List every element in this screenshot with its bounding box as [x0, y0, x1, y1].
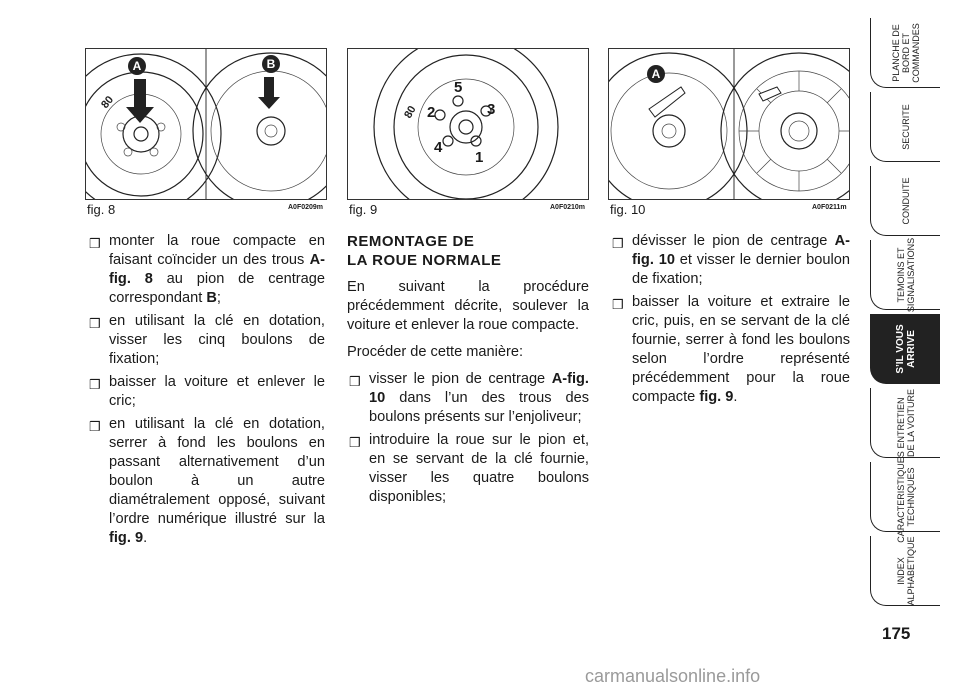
checkbox-bullet-icon: ❒ [89, 236, 101, 251]
watermark: carmanualsonline.info [585, 666, 761, 686]
tab-securite[interactable]: SECURITE [870, 92, 940, 162]
list-item: ❒ monter la roue compacte en faisant coïncider un des trous A-fig. 8 au pion de centrage correspondant B; [89, 233, 325, 306]
figure-code: A0F0211m [812, 204, 847, 211]
tab-planche-de-bord[interactable]: PLANCHE DE BORD ET COMMANDES [870, 18, 940, 88]
label-b-badge: B [262, 55, 280, 73]
section-heading: REMONTAGE DE LA ROUE NORMALE [347, 233, 502, 269]
tab-entretien[interactable]: ENTRETIEN DE LA VOITURE [870, 388, 940, 458]
figure-caption: fig. 9 [349, 202, 378, 217]
figure-caption: fig. 8 [87, 202, 116, 217]
checkbox-bullet-icon: ❒ [89, 377, 101, 392]
list-item: ❒ introduire la roue sur le pion et, en se servant de la clé fournie, visser les quatre boulons disponibles; [349, 432, 589, 505]
list-item: ❒ dévisser le pion de centrage A-fig. 10 et visser le dernier boulon de fixation; [612, 233, 850, 287]
figure-10 [608, 48, 850, 200]
tab-caracteristiques[interactable]: CARACTERISTIQUES TECHNIQUES [870, 462, 940, 532]
list-item: ❒ en utilisant la clé en dotation, serrer à fond les boulons en passant alternativement d’un boulon à un autre diamétralement opposé, suivant l’ordre numérique illustré sur la fig. 9. [89, 416, 325, 546]
paragraph: Procéder de cette manière: [347, 344, 524, 360]
tab-index[interactable]: INDEX ALPHABETIQUE [870, 536, 940, 606]
bolt-number-5: 5 [454, 79, 463, 96]
column-2 [347, 232, 589, 511]
size-mark: 80 [402, 103, 419, 121]
list-item: ❒ visser le pion de centrage A-fig. 10 dans l’un des trous des boulons présents sur l’enjoliveur; [349, 371, 589, 425]
page-number: 175 [882, 624, 911, 643]
column-1 [87, 232, 325, 552]
checkbox-bullet-icon: ❒ [349, 435, 361, 450]
list-item: ❒ baisser la voiture et enlever le cric; [89, 374, 325, 409]
tab-temoins[interactable]: TEMOINS ET SIGNALISATIONS [870, 240, 940, 310]
figure-code: A0F0209m [288, 204, 324, 211]
checkbox-bullet-icon: ❒ [89, 316, 101, 331]
wheel-illustration-fig8 [86, 49, 326, 199]
label-a-badge: A [128, 57, 146, 75]
checkbox-bullet-icon: ❒ [612, 297, 624, 312]
figure-8 [85, 48, 327, 200]
list-item: ❒ en utilisant la clé en dotation, visser les cinq boulons de fixation; [89, 313, 325, 367]
list-item: ❒ baisser la voiture et extraire le cric, puis, en se servant de la clé fournie, serrer à fond les boulons selon l’ordre représenté précédemment pour la roue compacte fig. 9. [612, 294, 850, 405]
size-mark: 80 [99, 93, 117, 111]
bolt-number-4: 4 [434, 139, 443, 156]
checkbox-bullet-icon: ❒ [612, 236, 624, 251]
figure-caption: fig. 10 [610, 202, 646, 217]
bolt-number-1: 1 [475, 149, 484, 166]
checkbox-bullet-icon: ❒ [89, 419, 101, 434]
label-a-badge: A [647, 65, 665, 83]
figure-code: A0F0210m [550, 204, 586, 211]
tab-conduite[interactable]: CONDUITE [870, 166, 940, 236]
figure-9 [347, 48, 589, 200]
paragraph: En suivant la procédure précédemment décrite, soulever la voiture et enlever la roue compacte. [347, 279, 589, 333]
tab-s-il-vous-arrive[interactable]: S’IL VOUS ARRIVE [870, 314, 940, 384]
bolt-number-2: 2 [427, 104, 436, 121]
wheel-illustration-fig10 [609, 49, 849, 199]
wheel-illustration-fig9 [348, 49, 588, 199]
checkbox-bullet-icon: ❒ [349, 374, 361, 389]
bolt-number-3: 3 [487, 101, 496, 118]
column-3 [610, 232, 850, 411]
